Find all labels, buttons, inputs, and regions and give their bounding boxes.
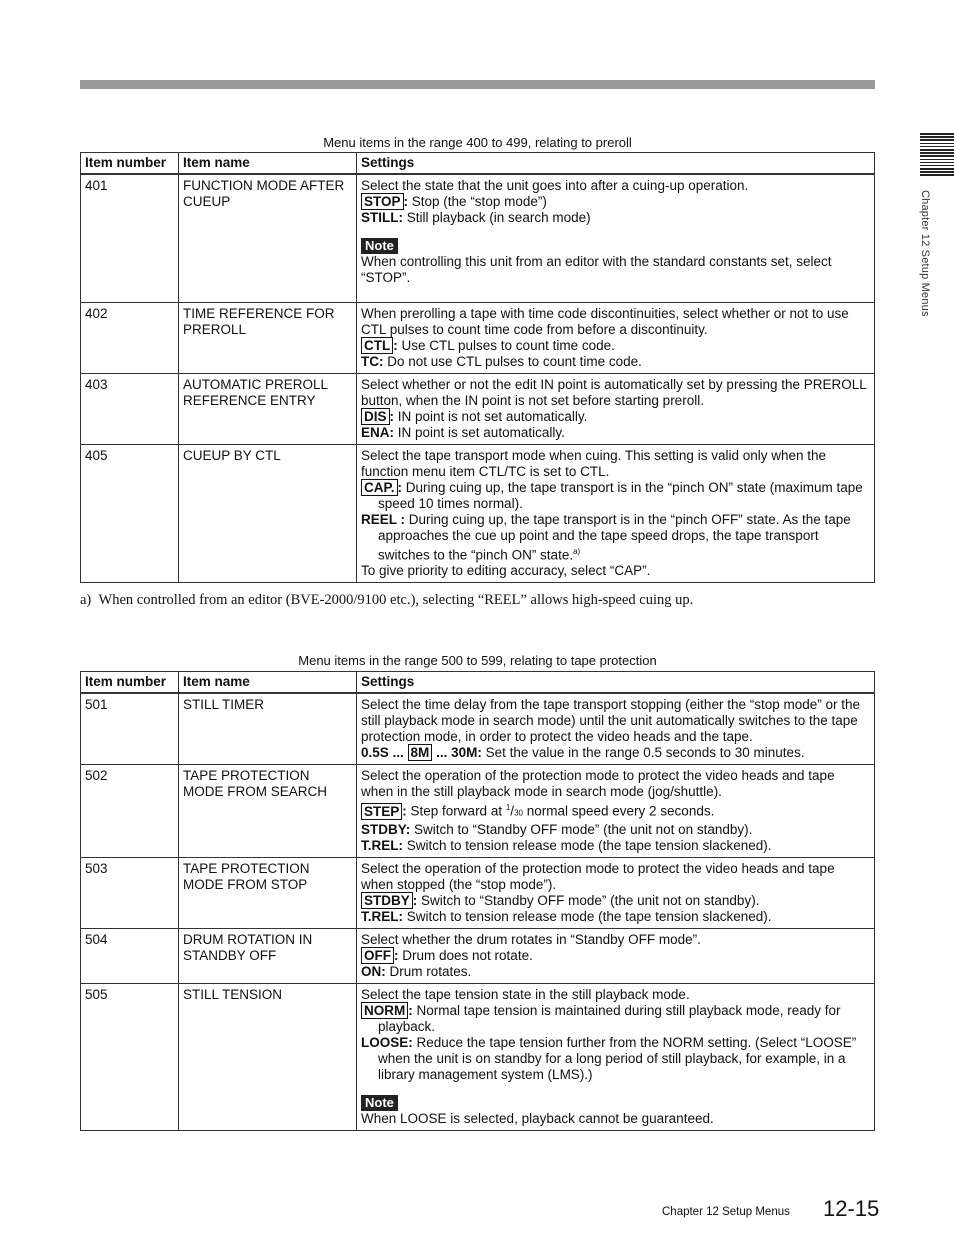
item-number: 501 bbox=[81, 693, 179, 765]
item-number: 405 bbox=[81, 444, 179, 583]
option-text: Drum does not rotate. bbox=[402, 947, 533, 963]
page-number: 12-15 bbox=[823, 1196, 880, 1221]
option-text: Drum rotates. bbox=[389, 963, 472, 979]
item-name: DRUM ROTATION IN STANDBY OFF bbox=[179, 928, 357, 983]
setting-option bbox=[361, 210, 870, 226]
side-chapter-label: Chapter 12 Setup Menus bbox=[919, 190, 931, 317]
settings-intro: Select the operation of the protection mode to protect the video heads and tape when stopped (the “stop mode”). bbox=[361, 860, 835, 892]
option-text: During cuing up, the tape transport is in the “pinch ON” state (maximum tape speed 10 times normal). bbox=[378, 479, 863, 511]
option-text: Step forward at bbox=[410, 803, 503, 819]
settings-intro: Select the state that the unit goes into after a cuing-up operation. bbox=[361, 178, 749, 193]
footnote bbox=[80, 591, 693, 609]
default-value-key: OFF bbox=[361, 947, 394, 964]
option-key: STDBY: bbox=[361, 821, 411, 837]
item-name: STILL TENSION bbox=[179, 983, 357, 1130]
default-value-key: STEP bbox=[361, 803, 402, 820]
setting-option bbox=[361, 354, 870, 370]
item-settings bbox=[357, 928, 875, 983]
setting-option bbox=[361, 838, 870, 854]
settings-outro: To give priority to editing accuracy, select “CAP”. bbox=[361, 563, 651, 578]
setting-option: OFF : Drum does not rotate. bbox=[361, 948, 870, 964]
col-header-name: Item name bbox=[179, 153, 357, 175]
setting-option: STOP : Stop (the “stop mode”) bbox=[361, 194, 870, 210]
fraction-numerator: 1 bbox=[505, 803, 511, 812]
option-key: STILL: bbox=[361, 210, 403, 225]
option-text: Do not use CTL pulses to count time code. bbox=[387, 353, 642, 369]
range-start: 0.5S ... bbox=[361, 745, 404, 760]
item-settings bbox=[357, 174, 875, 302]
setting-option bbox=[361, 512, 870, 564]
settings-intro: Select the time delay from the tape transport stopping (either the “stop mode” or the still playback mode in search mode) until the unit automatically switches to the tape protection mode, in order to protect the video heads and the tape. bbox=[361, 697, 861, 744]
item-name: FUNCTION MODE AFTER CUEUP bbox=[179, 174, 357, 302]
setting-option: NORM : Normal tape tension is maintained during still playback mode, ready for playback. bbox=[361, 1003, 870, 1035]
setting-option bbox=[361, 425, 870, 441]
option-key: T.REL: bbox=[361, 908, 403, 924]
item-name: AUTOMATIC PREROLL REFERENCE ENTRY bbox=[179, 373, 357, 444]
top-rule bbox=[80, 80, 875, 89]
item-name: TAPE PROTECTION MODE FROM STOP bbox=[179, 857, 357, 928]
option-text: IN point is set automatically. bbox=[397, 424, 565, 440]
option-text: Switch to “Standby OFF mode” (the unit not on standby). bbox=[414, 821, 753, 837]
col-header-name: Item name bbox=[179, 672, 357, 694]
item-name: STILL TIMER bbox=[179, 693, 357, 765]
option-text: Switch to tension release mode (the tape tension slackened). bbox=[406, 908, 772, 924]
table-row bbox=[81, 373, 875, 444]
range-end: ... 30M: bbox=[436, 745, 482, 760]
item-settings bbox=[357, 857, 875, 928]
table-row bbox=[81, 302, 875, 373]
option-key: TC: bbox=[361, 353, 384, 369]
table1-caption: Menu items in the range 400 to 499, relating to preroll bbox=[323, 135, 632, 150]
default-value-key: CAP. bbox=[361, 479, 398, 496]
table-row bbox=[81, 857, 875, 928]
default-value-key: 8M bbox=[408, 744, 433, 761]
setting-range bbox=[361, 745, 870, 761]
table-row bbox=[81, 693, 875, 765]
table-row bbox=[81, 983, 875, 1130]
tape-protection-menu-table bbox=[80, 671, 875, 1131]
item-name: CUEUP BY CTL bbox=[179, 444, 357, 583]
item-number: 403 bbox=[81, 373, 179, 444]
item-name: TAPE PROTECTION MODE FROM SEARCH bbox=[179, 765, 357, 858]
setting-option: DIS : IN point is not set automatically. bbox=[361, 409, 870, 425]
preroll-menu-table bbox=[80, 152, 875, 583]
option-key: T.REL: bbox=[361, 837, 403, 853]
table-row bbox=[81, 444, 875, 583]
footer-chapter: Chapter 12 Setup Menus bbox=[662, 1206, 790, 1218]
item-settings bbox=[357, 444, 875, 583]
note-label: Note bbox=[361, 1095, 398, 1111]
note-label: Note bbox=[361, 238, 398, 254]
note-text: When controlling this unit from an editor with the standard constants set, select “STOP”. bbox=[361, 254, 832, 285]
option-text: Use CTL pulses to count time code. bbox=[401, 337, 615, 353]
setting-option: CTL : Use CTL pulses to count time code. bbox=[361, 338, 870, 354]
item-settings bbox=[357, 765, 875, 858]
item-number: 504 bbox=[81, 928, 179, 983]
note-text: When LOOSE is selected, playback cannot be guaranteed. bbox=[361, 1110, 714, 1126]
option-text: Switch to “Standby OFF mode” (the unit not on standby). bbox=[421, 892, 760, 908]
setting-option: STEP : Step forward at $^1$/30 normal speed every 2 seconds. bbox=[361, 800, 870, 822]
option-text: IN point is not set automatically. bbox=[397, 408, 588, 424]
option-key: ENA: bbox=[361, 424, 394, 440]
item-number: 502 bbox=[81, 765, 179, 858]
option-text: During cuing up, the tape transport is in the “pinch OFF” state. As the tape approaches the cue up point and the tape speed drops, the tape transport switches to the “pinch ON” state. bbox=[378, 511, 851, 562]
settings-intro: Select whether or not the edit IN point is automatically set by pressing the PREROLL button, when the IN point is not set before starting preroll. bbox=[361, 376, 867, 408]
setting-option: STDBY : Switch to “Standby OFF mode” (the unit not on standby). bbox=[361, 893, 870, 909]
col-header-number: Item number bbox=[81, 153, 179, 175]
item-settings bbox=[357, 693, 875, 765]
settings-intro: When prerolling a tape with time code discontinuities, select whether or not to use CTL pulses to count time code from before a discontinuity. bbox=[361, 305, 849, 337]
item-settings bbox=[357, 373, 875, 444]
table-row bbox=[81, 174, 875, 302]
setting-option: CAP. : During cuing up, the tape transport is in the “pinch ON” state (maximum tape speed 10 times normal). bbox=[361, 480, 870, 512]
default-value-key: CTL bbox=[361, 337, 393, 354]
chapter-tab-mark bbox=[920, 133, 954, 178]
option-text: Set the value in the range 0.5 seconds to 30 minutes. bbox=[485, 745, 805, 760]
item-name: TIME REFERENCE FOR PREROLL bbox=[179, 302, 357, 373]
col-header-settings: Settings bbox=[357, 153, 875, 175]
setting-option bbox=[361, 909, 870, 925]
option-text: normal speed every 2 seconds. bbox=[526, 803, 715, 819]
footnote-marker: a) bbox=[80, 592, 92, 608]
settings-intro: Select the tape tension state in the still playback mode. bbox=[361, 986, 690, 1002]
setting-option bbox=[361, 1035, 870, 1083]
setting-option bbox=[361, 822, 870, 838]
option-key: REEL : bbox=[361, 511, 406, 527]
option-text: Still playback (in search mode) bbox=[406, 210, 591, 225]
option-text: Stop (the “stop mode”) bbox=[411, 194, 547, 209]
item-settings bbox=[357, 983, 875, 1130]
footnote-text: When controlled from an editor (BVE-2000/9100 etc.), selecting “REEL” allows high-speed cuing up. bbox=[98, 592, 694, 608]
setting-option bbox=[361, 964, 870, 980]
fraction-denominator: 30 bbox=[514, 808, 523, 818]
settings-intro: Select the operation of the protection mode to protect the video heads and tape when in the still playback mode in search mode (jog/shuttle). bbox=[361, 768, 835, 799]
table-row bbox=[81, 928, 875, 983]
item-number: 505 bbox=[81, 983, 179, 1130]
table-header-row bbox=[81, 672, 875, 694]
default-value-key: STOP bbox=[361, 193, 404, 210]
item-number: 503 bbox=[81, 857, 179, 928]
item-number: 402 bbox=[81, 302, 179, 373]
option-text: Normal tape tension is maintained during still playback mode, ready for playback. bbox=[378, 1002, 841, 1034]
col-header-number: Item number bbox=[81, 672, 179, 694]
default-value-key: NORM bbox=[361, 1002, 408, 1019]
item-number: 401 bbox=[81, 174, 179, 302]
settings-intro: Select the tape transport mode when cuing. This setting is valid only when the function menu item CTL/TC is set to CTL. bbox=[361, 447, 827, 479]
item-settings bbox=[357, 302, 875, 373]
default-value-key: STDBY bbox=[361, 892, 413, 909]
option-key: LOOSE: bbox=[361, 1034, 413, 1050]
footnote-ref: a) bbox=[573, 546, 581, 556]
option-text: Switch to tension release mode (the tape tension slackened). bbox=[406, 837, 772, 853]
table-header-row bbox=[81, 153, 875, 175]
settings-intro: Select whether the drum rotates in “Standby OFF mode”. bbox=[361, 931, 701, 947]
table-row bbox=[81, 765, 875, 858]
default-value-key: DIS bbox=[361, 408, 390, 425]
col-header-settings: Settings bbox=[357, 672, 875, 694]
table2-caption: Menu items in the range 500 to 599, relating to tape protection bbox=[298, 653, 657, 668]
option-text: Reduce the tape tension further from the NORM setting. (Select “LOOSE” when the unit is on standby for a long period of still playback, for example, in a library management system (LMS).) bbox=[378, 1034, 857, 1082]
option-key: ON: bbox=[361, 963, 386, 979]
